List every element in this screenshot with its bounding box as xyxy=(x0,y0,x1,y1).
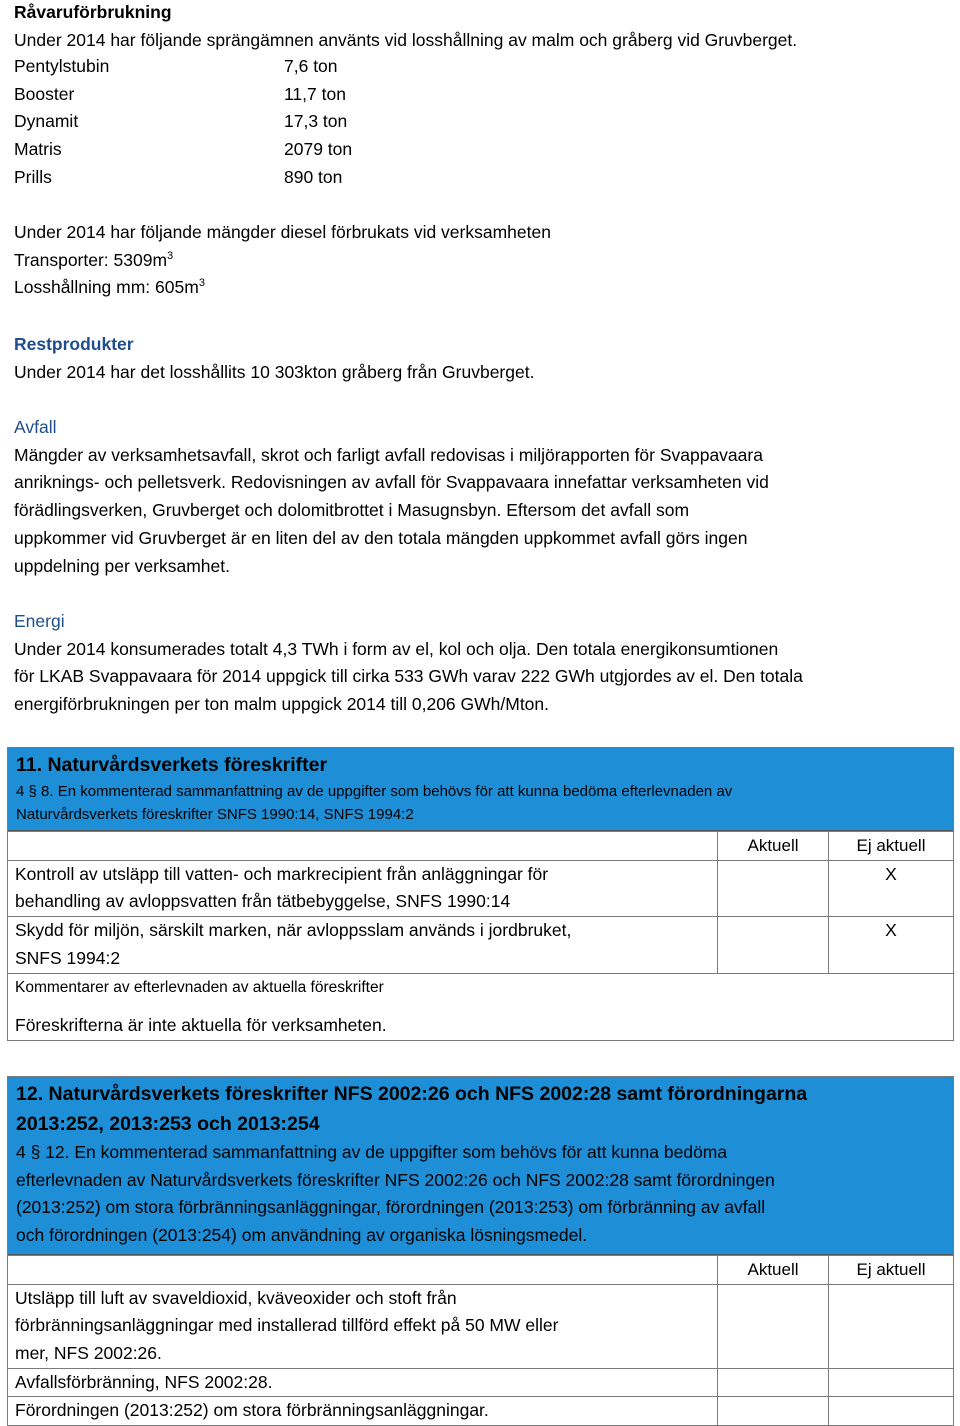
raw-materials-heading: Råvaruförbrukning xyxy=(14,2,172,22)
aktuell-cell xyxy=(718,1397,829,1425)
explosive-name: Booster xyxy=(14,84,75,104)
diesel-transport-label: Transporter: 5309m xyxy=(14,249,168,270)
diesel-intro: Under 2014 har följande mängder diesel förbrukats vid verksamheten xyxy=(14,222,551,242)
regulation-text-line: Kontroll av utsläpp till vatten- och markrecipient från anläggningar för xyxy=(15,863,549,884)
table-header-row xyxy=(8,832,953,861)
waste-section xyxy=(14,414,949,580)
section-12-desc-line: 4 § 12. En kommenterad sammanfattning av de uppgifter som behövs för att kunna bedöma xyxy=(16,1142,728,1162)
explosive-amount: 17,3 ton xyxy=(284,111,348,131)
energy-line: energiförbrukningen per ton malm uppgick 2014 till 0,206 GWh/Mton. xyxy=(14,694,550,715)
diesel-loss-label: Losshållning mm: 605m xyxy=(14,277,199,298)
raw-materials-intro: Under 2014 har följande sprängämnen använts vid losshållning av malm och gråberg vid Gruvberget. xyxy=(14,29,798,50)
regulation-text-line: förbränningsanläggningar med installerad tillförd effekt på 50 MW eller xyxy=(15,1315,559,1336)
section-12-table xyxy=(8,1255,953,1425)
table-row xyxy=(8,1368,953,1397)
waste-heading: Avfall xyxy=(14,417,57,437)
aktuell-cell xyxy=(718,917,829,973)
col-ej-aktuell: Ej aktuell xyxy=(829,1255,954,1284)
regulation-text-line: Utsläpp till luft av svaveldioxid, kväveoxider och stoft från xyxy=(15,1287,457,1308)
explosive-amount: 890 ton xyxy=(284,167,343,187)
empty-header-cell xyxy=(8,832,718,861)
section-12-box xyxy=(7,1076,954,1426)
residual-products-text: Under 2014 har det losshållits 10 303kton gråberg från Gruvberget. xyxy=(14,361,535,382)
explosive-amount: 7,6 ton xyxy=(284,56,338,76)
regulation-text xyxy=(8,1368,718,1397)
col-aktuell: Aktuell xyxy=(718,1255,829,1284)
energy-line: för LKAB Svappavaara för 2014 uppgick till cirka 533 GWh varav 222 GWh utgjordes av el. Den totala xyxy=(14,666,803,687)
raw-materials-section xyxy=(14,0,949,54)
regulation-text-line: SNFS 1994:2 xyxy=(15,947,121,968)
comment-text: Föreskrifterna är inte aktuella för verksamheten. xyxy=(15,1014,387,1035)
section-12-header xyxy=(8,1077,953,1255)
aktuell-cell xyxy=(718,1368,829,1397)
aktuell-cell xyxy=(718,1284,829,1368)
section-12-title-line: 12. Naturvårdsverkets föreskrifter NFS 2002:26 och NFS 2002:28 samt förordningarna xyxy=(16,1083,808,1105)
explosive-name: Pentylstubin xyxy=(14,56,110,76)
waste-line: förädlingsverken, Gruvberget och dolomitbrottet i Masugnsbyn. Eftersom det avfall som xyxy=(14,500,690,521)
residual-products-heading: Restprodukter xyxy=(14,334,134,354)
ej-aktuell-cell xyxy=(829,1368,954,1397)
diesel-block xyxy=(14,219,949,302)
regulation-text xyxy=(8,860,718,916)
ej-aktuell-cell xyxy=(829,1397,954,1425)
section-11-desc-line: Naturvårdsverkets föreskrifter SNFS 1990:14, SNFS 1994:2 xyxy=(16,806,414,823)
regulation-text-line: Förordningen (2013:252) om stora förbränningsanläggningar. xyxy=(15,1400,489,1421)
table-row xyxy=(8,917,953,973)
regulation-text-line: Avfallsförbränning, NFS 2002:28. xyxy=(15,1371,273,1392)
regulation-text xyxy=(8,1284,718,1368)
energy-line: Under 2014 konsumerades totalt 4,3 TWh i form av el, kol och olja. Den totala energikonsumtionen xyxy=(14,638,779,659)
section-12-desc-line: (2013:252) om stora förbränningsanläggningar, förordningen (2013:253) om förbränning av avfall xyxy=(16,1197,766,1218)
section-11-title: 11. Naturvårdsverkets föreskrifter xyxy=(16,754,328,776)
table-row xyxy=(8,1284,953,1368)
explosive-name: Dynamit xyxy=(14,111,79,131)
regulation-text xyxy=(8,1397,718,1425)
section-11-table xyxy=(8,831,953,1040)
energy-heading: Energi xyxy=(14,611,65,631)
col-ej-aktuell: Ej aktuell xyxy=(829,832,954,861)
diesel-transport xyxy=(14,247,949,275)
section-11-header xyxy=(8,748,953,831)
waste-line: uppkommer vid Gruvberget är en liten del av den totala mängden uppkommet avfall görs ingen xyxy=(14,527,748,548)
table-row xyxy=(8,860,953,916)
regulation-text-line: mer, NFS 2002:26. xyxy=(15,1342,162,1363)
comment-row xyxy=(8,973,953,1040)
comment-cell xyxy=(8,973,953,1040)
table-row xyxy=(8,1397,953,1425)
regulation-text-line: Skydd för miljön, särskilt marken, när avloppsslam används i jordbruket, xyxy=(15,920,572,941)
explosive-name: Matris xyxy=(14,139,62,159)
ej-aktuell-cell xyxy=(829,1284,954,1368)
table-header-row xyxy=(8,1255,953,1284)
waste-line: uppdelning per verksamhet. xyxy=(14,555,230,576)
ej-aktuell-cell: X xyxy=(829,860,954,916)
waste-line: anriknings- och pelletsverk. Redovisningen av avfall för Svappavaara innefattar verksamheten vid xyxy=(14,472,769,493)
section-11-box xyxy=(7,747,954,1041)
comment-label: Kommentarer av efterlevnaden av aktuella föreskrifter xyxy=(15,978,384,996)
energy-section xyxy=(14,608,949,719)
explosive-name: Prills xyxy=(14,167,52,187)
regulation-text-line: behandling av avloppsvatten från tätbebyggelse, SNFS 1990:14 xyxy=(15,891,511,912)
section-12-desc-line: efterlevnaden av Naturvårdsverkets föreskrifter NFS 2002:26 och NFS 2002:28 samt förordningen xyxy=(16,1169,775,1190)
residual-products-section xyxy=(14,331,949,386)
explosive-amount: 2079 ton xyxy=(284,139,353,159)
aktuell-cell xyxy=(718,860,829,916)
diesel-losshallning xyxy=(14,274,949,302)
section-12-title-line: 2013:252, 2013:253 och 2013:254 xyxy=(16,1113,320,1135)
col-aktuell: Aktuell xyxy=(718,832,829,861)
section-12-desc-line: och förordningen (2013:254) om användning av organiska lösningsmedel. xyxy=(16,1225,588,1246)
empty-header-cell xyxy=(8,1255,718,1284)
regulation-text xyxy=(8,917,718,973)
explosive-amount: 11,7 ton xyxy=(284,84,346,104)
unit-exponent: 3 xyxy=(198,277,205,290)
unit-exponent: 3 xyxy=(167,249,174,262)
section-11-desc-line: 4 § 8. En kommenterad sammanfattning av de uppgifter som behövs för att kunna bedöma efterlevnaden av xyxy=(16,783,733,800)
waste-line: Mängder av verksamhetsavfall, skrot och farligt avfall redovisas i miljörapporten för Svappavaara xyxy=(14,444,763,465)
ej-aktuell-cell: X xyxy=(829,917,954,973)
